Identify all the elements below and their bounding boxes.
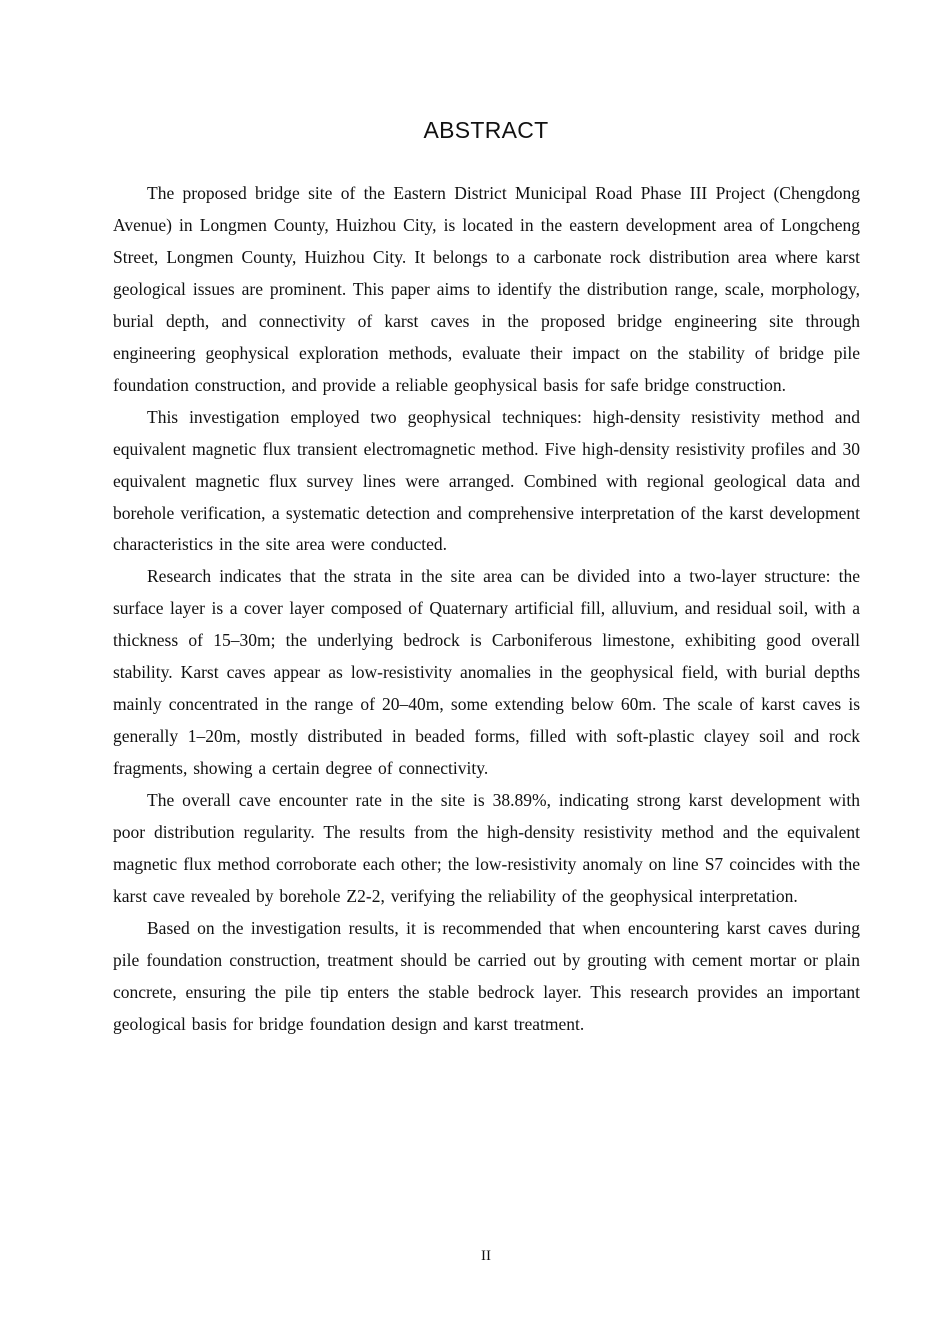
abstract-body bbox=[113, 178, 860, 1041]
abstract-paragraph-3: Research indicates that the strata in the site area can be divided into a two-layer structure: the surface layer is a cover layer composed of Quaternary artificial fill, alluvium, and residual soil, with a thickness of 15–30m; the underlying bedrock is Carboniferous limestone, exhibiting good overall stability. Karst caves appear as low-resistivity anomalies in the geophysical field, with burial depths mainly concentrated in the range of 20–40m, some extending below 60m. The scale of karst caves is generally 1–20m, mostly distributed in beaded forms, filled with soft-plastic clayey soil and rock fragments, showing a certain degree of connectivity. bbox=[113, 566, 860, 779]
abstract-paragraph-2: This investigation employed two geophysical techniques: high-density resistivity method and equivalent magnetic flux transient electromagnetic method. Five high-density resistivity profiles and 30 equivalent magnetic flux survey lines were arranged. Combined with regional geological data and borehole verification, a systematic detection and comprehensive interpretation of the karst development characteristics in the site area were conducted. bbox=[113, 406, 860, 555]
abstract-title: ABSTRACT bbox=[423, 117, 549, 143]
abstract-paragraph-5: Based on the investigation results, it is recommended that when encountering karst caves during pile foundation construction, treatment should be carried out by grouting with cement mortar or plain concrete, ensuring the pile tip enters the stable bedrock layer. This research provides an important geological basis for bridge foundation design and karst treatment. bbox=[113, 917, 860, 1034]
abstract-paragraph-4: The overall cave encounter rate in the site is 38.89%, indicating strong karst development with poor distribution regularity. The results from the high-density resistivity method and the equivalent magnetic flux method corroborate each other; the low-resistivity anomaly on line S7 coincides with the karst cave revealed by borehole Z2-2, verifying the reliability of the geophysical interpretation. bbox=[113, 790, 860, 906]
abstract-paragraph-1: The proposed bridge site of the Eastern District Municipal Road Phase III Project (Chengdong Avenue) in Longmen County, Huizhou City, is located in the eastern development area of Longcheng Street, Longmen County, Huizhou City. It belongs to a carbonate rock distribution area where karst geological issues are prominent. This paper aims to identify the distribution range, scale, morphology, burial depth, and connectivity of karst caves in the proposed bridge engineering site through engineering geophysical exploration methods, evaluate their impact on the stability of bridge pile foundation construction, and provide a reliable geophysical basis for safe bridge construction. bbox=[113, 183, 860, 395]
page-number: II bbox=[481, 1248, 491, 1264]
